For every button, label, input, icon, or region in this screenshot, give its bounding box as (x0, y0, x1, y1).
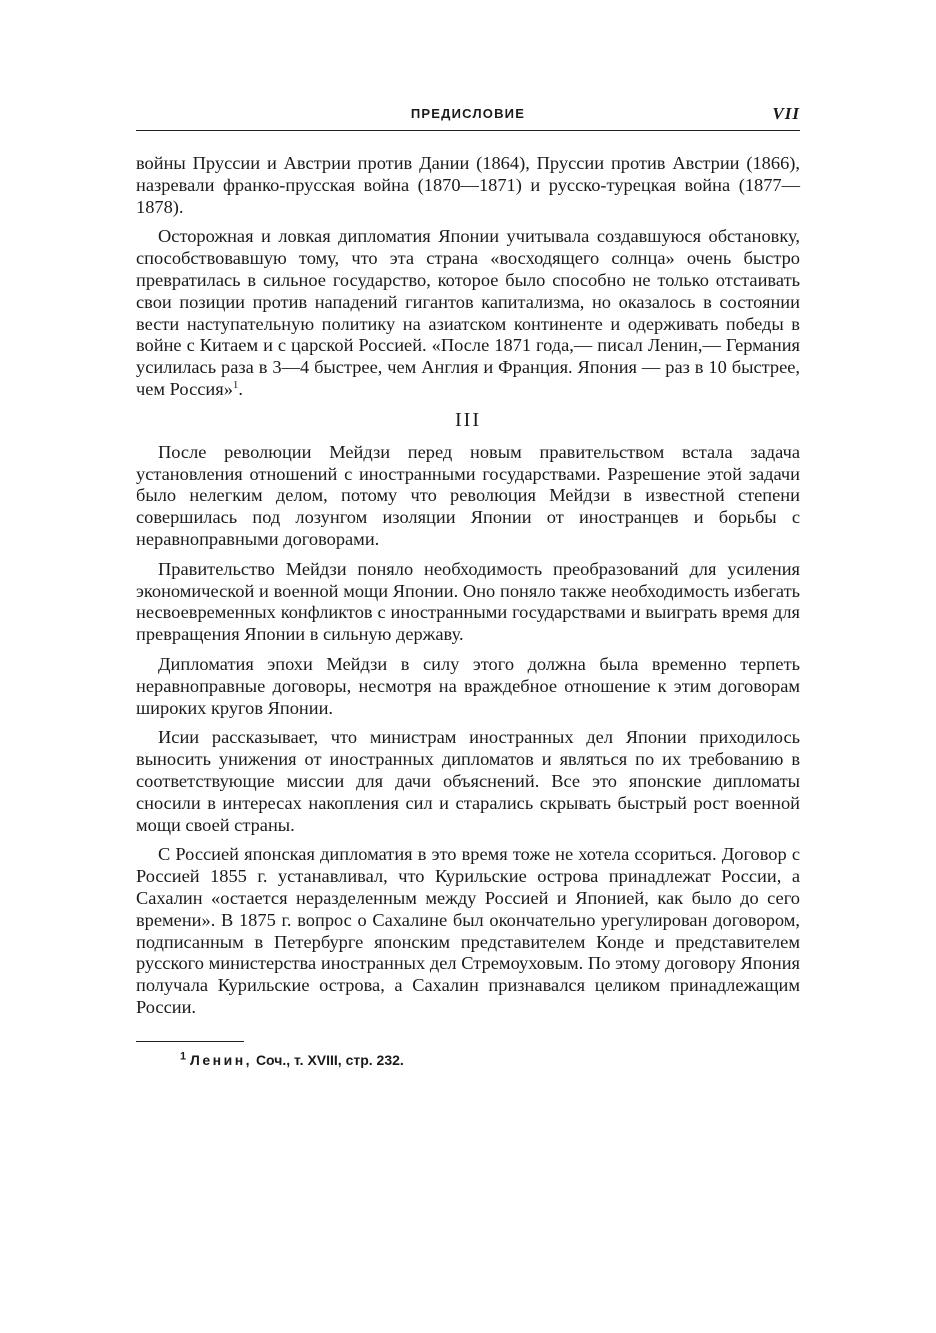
footnote (180, 1052, 800, 1068)
page-number: VII (772, 104, 800, 123)
footnote-author: Ленин, (190, 1051, 253, 1068)
paragraph-6: Исии рассказывает, что министрам иностранных дел Японии приходилось выносить унижения от иностранных дипломатов и являться по их требованию в соответствующие миссии для дачи объяснений. Все это японские дипломаты сносили в интересах накопления сил и старались скрывать быстрый рост военной мощи своей страны. (136, 727, 800, 835)
book-page (136, 104, 800, 1068)
paragraph-1: войны Пруссии и Австрии против Дании (1864), Пруссии против Австрии (1866), назревали франко-прусская война (1870—1871) и русско-турецкая война (1877—1878). (136, 153, 800, 217)
running-title: ПРЕДИСЛОВИЕ (410, 106, 526, 121)
paragraph-5: Дипломатия эпохи Мейдзи в силу этого должна была временно терпеть неравноправные договоры, несмотря на враждебное отношение к этим договорам широких кругов Японии. (136, 653, 800, 718)
running-head (136, 104, 800, 128)
footnote-text: Соч., т. XVIII, стр. 232. (255, 1051, 404, 1068)
header-rule (136, 130, 800, 131)
body-text (136, 153, 800, 1019)
footnote-reference[interactable]: 1 (232, 378, 239, 391)
paragraph-2-end: . (238, 378, 244, 399)
footnote-rule (136, 1041, 244, 1042)
paragraph-3: После революции Мейдзи перед новым правительством встала задача установления отношений с иностранными государствами. Разрешение этой задачи было нелегким делом, потому что революция Мейдзи в известной степени совершилась под лозунгом изоляции Японии от иностранцев и борьбы с неравноправными договорами. (136, 441, 800, 549)
footnote-marker: 1 (180, 1050, 187, 1063)
paragraph-4: Правительство Мейдзи поняло необходимость преобразований для усиления экономической и военной мощи Японии. Оно поняло также необходимость избегать несвоевременных конфликтов с иностранными государствами и выиграть время для превращения Японии в сильную державу. (136, 558, 800, 645)
paragraph-7: С Россией японская дипломатия в это время тоже не хотела ссориться. Договор с Россией 1855 г. устанавливал, что Курильские острова принадлежат России, а Сахалин «остается неразделенным между Россией и Японией, как было до сего времени». В 1875 г. вопрос о Сахалине был окончательно урегулирован договором, подписанным в Петербурге японским представителем Конде и представителем русского министерства иностранных дел Стремоуховым. По этому договору Япония получала Курильские острова, а Сахалин признавался целиком принадлежащим России. (136, 844, 800, 1017)
section-number: III (455, 408, 481, 431)
paragraph-2 (136, 226, 800, 400)
paragraph-2-text: Осторожная и ловкая дипломатия Японии учитывала создавшуюся обстановку, способствовавшую тому, что эта страна «восходящего солнца» очень быстро превратилась в сильное государство, которое было способно не только отстаивать свои позиции против нападений гигантов капитализма, но оказалось в состоянии вести наступательную политику на азиатском континенте и одерживать победы в войне с Китаем и с царской Россией. «После 1871 года,— писал Ленин,— Германия усилилась раза в 3—4 быстрее, чем Англия и Франция. Япония — раз в 10 быстрее, чем Россия» (136, 226, 800, 399)
